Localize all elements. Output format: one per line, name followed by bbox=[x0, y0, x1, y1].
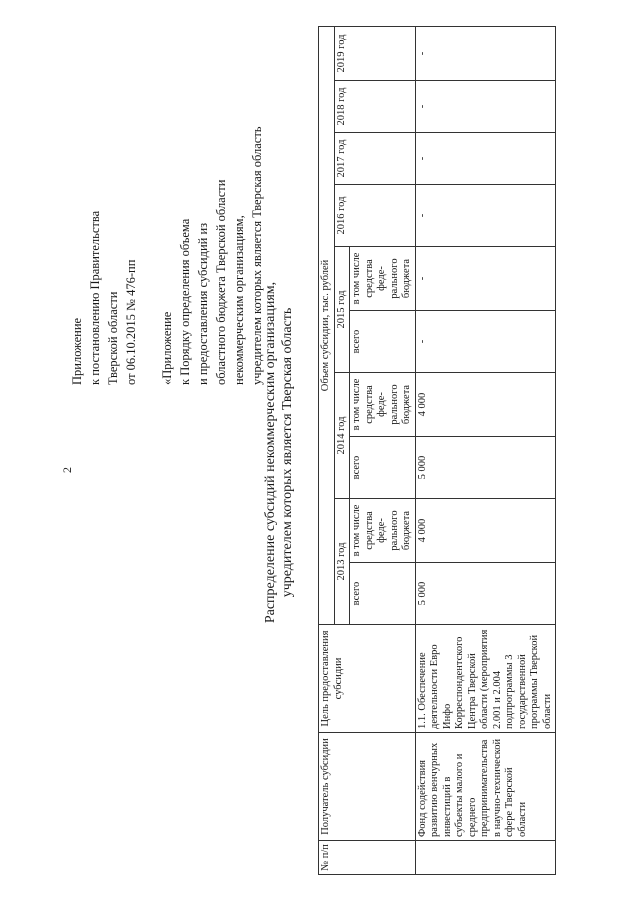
cell-2019: - bbox=[415, 26, 556, 80]
appendix-line: к постановлению Правительства bbox=[88, 210, 102, 385]
appendix-line: от 06.10.2015 № 476-пп bbox=[124, 259, 138, 385]
header-year: 2017 год bbox=[334, 133, 415, 185]
header-total: всего bbox=[350, 311, 416, 373]
title-line: Распределение субсидий некоммерческим организациям, bbox=[263, 281, 278, 624]
appendix-header bbox=[68, 127, 266, 386]
cell-2018: - bbox=[415, 81, 556, 133]
page-number: 2 bbox=[60, 467, 74, 473]
table-header-row bbox=[319, 26, 335, 874]
cell-2013-federal: 4 000 bbox=[415, 499, 556, 563]
appendix-line: и предоставления субсидий из bbox=[196, 222, 210, 385]
header-total: всего bbox=[350, 437, 416, 499]
header-year: 2016 год bbox=[334, 185, 415, 247]
appendix-line: Приложение bbox=[70, 317, 84, 385]
header-recipient: Получатель субсидии bbox=[319, 733, 416, 841]
appendix-line: учредителем которых является Тверская область bbox=[250, 126, 264, 385]
cell-2014-federal: 4 000 bbox=[415, 373, 556, 437]
header-federal: в том числе средства феде- рального бюджета bbox=[350, 499, 416, 563]
header-federal: в том числе средства феде- рального бюджета bbox=[350, 373, 416, 437]
header-federal: в том числе средства феде- рального бюджета bbox=[350, 247, 416, 311]
header-volume: Объем субсидии, тыс. рублей bbox=[319, 26, 335, 624]
cell-2016: - bbox=[415, 185, 556, 247]
document-title bbox=[262, 0, 296, 905]
header-year: 2019 год bbox=[334, 26, 415, 80]
table-row bbox=[415, 26, 556, 874]
header-year: 2018 год bbox=[334, 81, 415, 133]
cell-num bbox=[415, 841, 556, 875]
cell-recipient: Фонд содействия развитию венчурных инвестиций в субъекты малого и среднего предпринимательства в научно-технической сфере Тверской области bbox=[415, 733, 556, 841]
appendix-line: Тверской области bbox=[106, 291, 120, 385]
appendix-line: к Порядку определения объема bbox=[178, 218, 192, 385]
header-year: 2014 год bbox=[334, 373, 350, 499]
appendix-line: областного бюджета Тверской области bbox=[214, 179, 228, 385]
cell-2013-total: 5 000 bbox=[415, 563, 556, 625]
header-num: № п/п bbox=[319, 841, 416, 875]
subsidy-table bbox=[318, 26, 556, 875]
cell-2015-total: - bbox=[415, 311, 556, 373]
cell-purpose: 1.1. Обеспечение деятельности Евро Инфо Корреспондентского Центра Тверской области (мероприятия 2.001 и 2.004 подпрограммы 3 государственной программы Тверской области bbox=[415, 625, 556, 733]
cell-2015-federal: - bbox=[415, 247, 556, 311]
cell-2017: - bbox=[415, 133, 556, 185]
header-year: 2015 год bbox=[334, 247, 350, 373]
title-line: учредителем которых является Тверская область bbox=[280, 307, 295, 598]
cell-2014-total: 5 000 bbox=[415, 437, 556, 499]
appendix-line: «Приложение bbox=[160, 311, 174, 385]
header-purpose: Цель предоставления субсидии bbox=[319, 625, 416, 733]
appendix-line: некоммерческим организациям, bbox=[232, 215, 246, 385]
header-year: 2013 год bbox=[334, 499, 350, 625]
header-total: всего bbox=[350, 563, 416, 625]
